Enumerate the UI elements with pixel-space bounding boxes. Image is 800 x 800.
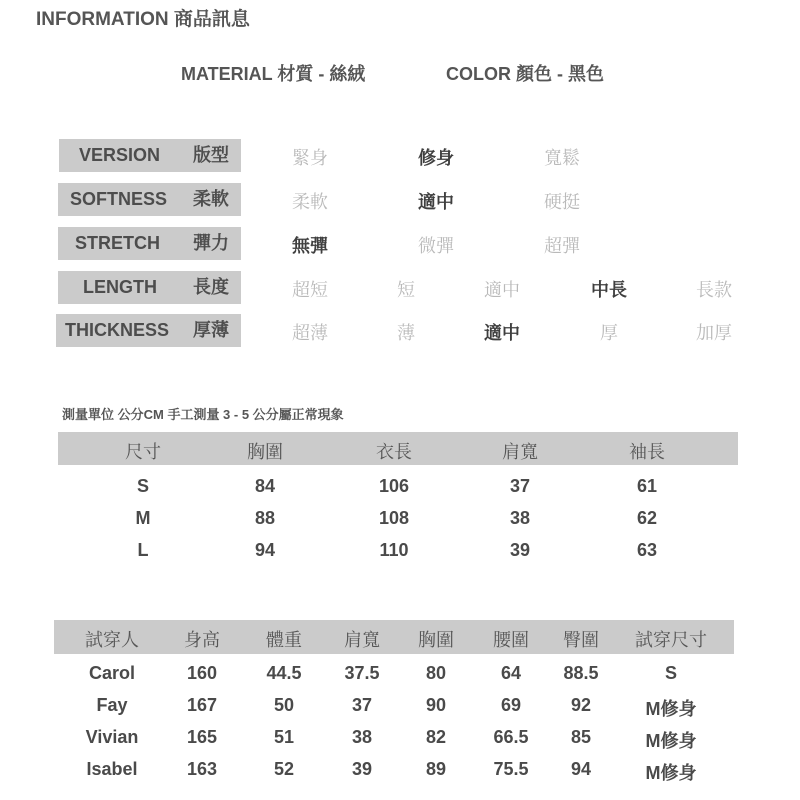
attribute-option: 微彈: [418, 236, 454, 256]
fit-table-cell: 80: [425, 663, 447, 683]
color-info: COLOR 顏色 - 黑色: [446, 64, 604, 84]
fit-table-cell: 82: [425, 727, 447, 747]
attribute-option: 寬鬆: [544, 148, 580, 168]
fit-table-cell: M修身: [645, 699, 697, 719]
attribute-option: 薄: [397, 323, 415, 343]
fit-table-cell: 44.5: [266, 663, 302, 683]
attribute-option-selected: 修身: [418, 148, 454, 168]
measurement-note: 測量單位 公分CM 手工測量 3 - 5 公分屬正常現象: [62, 407, 344, 422]
fit-table-cell: 165: [186, 727, 218, 747]
attribute-name-en: THICKNESS: [65, 320, 170, 340]
attribute-option: 短: [397, 280, 415, 300]
size-table-header-cell: 胸圍: [247, 442, 283, 462]
fit-table-cell: M修身: [645, 731, 697, 751]
attribute-name-zh: 長度: [193, 277, 229, 297]
fit-table-cell: 37: [351, 695, 373, 715]
fit-table-cell: 167: [186, 695, 218, 715]
size-table-cell: 37: [509, 476, 531, 496]
fit-table-header-cell: 臀圍: [563, 630, 599, 650]
attribute-label-softness: [58, 183, 241, 216]
attribute-option-selected: 適中: [418, 192, 454, 212]
fit-table-cell: 64: [500, 663, 522, 683]
attribute-option: 緊身: [292, 148, 328, 168]
attribute-option: 超彈: [544, 236, 580, 256]
attribute-name-en: STRETCH: [75, 233, 160, 253]
attribute-name-en: SOFTNESS: [70, 189, 168, 209]
fit-table-header-cell: 肩寬: [344, 630, 380, 650]
attribute-option-selected: 無彈: [292, 236, 328, 256]
fit-table-cell: Vivian: [85, 727, 139, 747]
size-table-cell: 108: [378, 508, 410, 528]
fit-table-cell: S: [664, 663, 677, 683]
size-table-header-cell: 衣長: [376, 442, 412, 462]
size-table-cell: 62: [636, 508, 658, 528]
fit-table-header-cell: 身高: [184, 630, 220, 650]
attribute-label-version: [59, 139, 241, 172]
fit-table-cell: 90: [425, 695, 447, 715]
attribute-label-stretch: [58, 227, 241, 260]
size-table-cell: M: [135, 508, 151, 528]
material-info: MATERIAL 材質 - 絲絨: [181, 64, 366, 84]
attribute-name-zh: 版型: [193, 145, 229, 165]
attribute-name-en: VERSION: [79, 145, 161, 165]
fit-table-cell: 38: [351, 727, 373, 747]
attribute-option: 適中: [484, 280, 520, 300]
fit-table-cell: 52: [273, 759, 295, 779]
size-table-cell: 38: [509, 508, 531, 528]
fit-table-cell: 51: [273, 727, 295, 747]
fit-table-cell: 88.5: [563, 663, 599, 683]
fit-table-header-cell: 試穿尺寸: [635, 630, 707, 650]
attribute-option: 厚: [600, 323, 618, 343]
fit-table-cell: 69: [500, 695, 522, 715]
attribute-name-zh: 厚薄: [193, 320, 229, 340]
attribute-option: 柔軟: [292, 192, 328, 212]
fit-table-cell: M修身: [645, 763, 697, 783]
fit-table-cell: 66.5: [493, 727, 529, 747]
attribute-option-selected: 中長: [591, 280, 627, 300]
fit-table-cell: Isabel: [86, 759, 138, 779]
size-table-cell: 94: [254, 540, 276, 560]
size-table-cell: 110: [379, 540, 409, 560]
fit-table-cell: 37.5: [344, 663, 380, 683]
size-table-cell: 88: [254, 508, 276, 528]
attribute-option-selected: 適中: [484, 323, 520, 343]
fit-table-cell: 94: [570, 759, 592, 779]
size-table-cell: 39: [509, 540, 531, 560]
attribute-label-thickness: [56, 314, 241, 347]
size-table-cell: 106: [378, 476, 410, 496]
attribute-option: 加厚: [696, 323, 732, 343]
fit-table-cell: 92: [570, 695, 592, 715]
fit-table-cell: 85: [570, 727, 592, 747]
size-table-cell: L: [137, 540, 149, 560]
attribute-label-length: [58, 271, 241, 304]
fit-table-cell: 75.5: [493, 759, 529, 779]
fit-table-header-cell: 胸圍: [418, 630, 454, 650]
fit-table-cell: Carol: [88, 663, 135, 683]
fit-table-cell: 163: [186, 759, 218, 779]
attribute-option: 硬挺: [544, 192, 580, 212]
attribute-name-zh: 彈力: [193, 233, 229, 253]
attribute-name-zh: 柔軟: [193, 189, 229, 209]
fit-table-header-cell: 腰圍: [493, 630, 529, 650]
size-table-cell: 63: [636, 540, 658, 560]
size-table-cell: 61: [636, 476, 658, 496]
size-table-cell: 84: [254, 476, 276, 496]
fit-table-header-cell: 試穿人: [85, 630, 139, 650]
fit-table-cell: Fay: [96, 695, 128, 715]
page-title: INFORMATION 商品訊息: [36, 9, 250, 30]
size-table-cell: S: [136, 476, 149, 496]
fit-table-header-cell: 體重: [266, 630, 302, 650]
attribute-option: 長款: [696, 280, 732, 300]
fit-table-cell: 50: [273, 695, 295, 715]
fit-table-cell: 160: [186, 663, 218, 683]
fit-table-cell: 39: [351, 759, 373, 779]
size-table-header-cell: 袖長: [629, 442, 665, 462]
attribute-option: 超短: [292, 280, 328, 300]
size-table-header-cell: 尺寸: [125, 442, 161, 462]
attribute-option: 超薄: [292, 323, 328, 343]
attribute-name-en: LENGTH: [83, 277, 157, 297]
fit-table-cell: 89: [425, 759, 447, 779]
size-table-header-cell: 肩寬: [502, 442, 538, 462]
